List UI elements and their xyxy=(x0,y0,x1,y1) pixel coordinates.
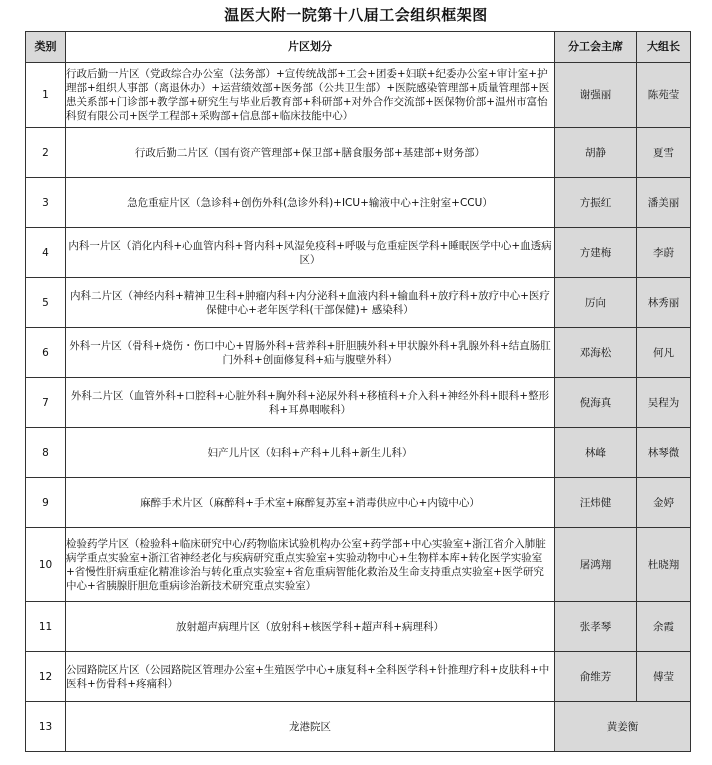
district-cell: 内科二片区（神经内科+精神卫生科+肿瘤内科+内分泌科+血液内科+输血科+放疗科+放疗中心+医疗保健中心+老年医学科(干部保健)+ 感染科） xyxy=(66,278,555,328)
district-cell: 检验药学片区（检验科+临床研究中心/药物临床试验机构办公室+药学部+中心实验室+浙江省介入肺脏病学重点实验室+浙江省神经老化与疾病研究重点实验室+实验动物中心+生物样本库+转化医学实验室+省慢性肝病重症化精准诊治与转化重点实验室+省危重病智能化救治及生命支持重点实验室+医学研究中心+省胰腺肝胆危重病诊治新技术研究重点实验室） xyxy=(66,528,555,602)
row-number: 3 xyxy=(26,178,66,228)
header-category: 类别 xyxy=(26,32,66,63)
leader-cell: 夏雪 xyxy=(637,128,691,178)
district-cell: 行政后勤二片区（国有资产管理部+保卫部+膳食服务部+基建部+财务部） xyxy=(66,128,555,178)
leader-cell: 金婷 xyxy=(637,478,691,528)
chair-cell: 汪炜健 xyxy=(555,478,637,528)
table-header-row xyxy=(26,32,691,63)
leader-cell: 吴程为 xyxy=(637,378,691,428)
page-title: 温医大附一院第十八届工会组织框架图 xyxy=(224,6,488,24)
row-number: 11 xyxy=(26,602,66,652)
leader-cell: 林琴微 xyxy=(637,428,691,478)
chair-cell: 厉向 xyxy=(555,278,637,328)
chair-cell: 黄姜衡 xyxy=(555,702,691,752)
leader-cell: 何凡 xyxy=(637,328,691,378)
chair-cell: 倪海真 xyxy=(555,378,637,428)
row-number: 7 xyxy=(26,378,66,428)
district-cell: 龙港院区 xyxy=(66,702,555,752)
row-number: 13 xyxy=(26,702,66,752)
district-cell: 妇产儿片区（妇科+产科+儿科+新生儿科） xyxy=(66,428,555,478)
leader-cell: 李蔚 xyxy=(637,228,691,278)
chair-cell: 俞维芳 xyxy=(555,652,637,702)
leader-cell: 余霞 xyxy=(637,602,691,652)
leader-cell: 潘美丽 xyxy=(637,178,691,228)
chair-cell: 谢强丽 xyxy=(555,63,637,128)
row-number: 9 xyxy=(26,478,66,528)
header-leader: 大组长 xyxy=(637,32,691,63)
table-row xyxy=(26,528,691,602)
chair-cell: 屠鸿翔 xyxy=(555,528,637,602)
district-cell: 麻醉手术片区（麻醉科+手术室+麻醉复苏室+消毒供应中心+内镜中心） xyxy=(66,478,555,528)
chair-cell: 林峰 xyxy=(555,428,637,478)
table-row xyxy=(26,602,691,652)
chair-cell: 邓海松 xyxy=(555,328,637,378)
table-row xyxy=(26,63,691,128)
district-cell: 公园路院区片区（公园路院区管理办公室+生殖医学中心+康复科+全科医学科+针推理疗科+皮肤科+中医科+伤骨科+疼痛科） xyxy=(66,652,555,702)
district-cell: 放射超声病理片区（放射科+核医学科+超声科+病理科） xyxy=(66,602,555,652)
table-row xyxy=(26,378,691,428)
row-number: 2 xyxy=(26,128,66,178)
row-number: 8 xyxy=(26,428,66,478)
table-row xyxy=(26,178,691,228)
table-row xyxy=(26,128,691,178)
chair-cell: 方振红 xyxy=(555,178,637,228)
table-row xyxy=(26,652,691,702)
chair-cell: 张孝琴 xyxy=(555,602,637,652)
org-framework-table xyxy=(25,31,691,752)
table-row xyxy=(26,278,691,328)
table-row xyxy=(26,328,691,378)
header-district: 片区划分 xyxy=(66,32,555,63)
chair-cell: 胡静 xyxy=(555,128,637,178)
row-number: 10 xyxy=(26,528,66,602)
row-number: 12 xyxy=(26,652,66,702)
table-row xyxy=(26,228,691,278)
leader-cell: 林秀丽 xyxy=(637,278,691,328)
header-chair: 分工会主席 xyxy=(555,32,637,63)
table-row xyxy=(26,478,691,528)
leader-cell: 傅莹 xyxy=(637,652,691,702)
row-number: 4 xyxy=(26,228,66,278)
row-number: 5 xyxy=(26,278,66,328)
table-row xyxy=(26,702,691,752)
district-cell: 内科一片区（消化内科+心血管内科+肾内科+风湿免疫科+呼吸与危重症医学科+睡眠医学中心+血透病区） xyxy=(66,228,555,278)
district-cell: 外科一片区（骨科+烧伤・伤口中心+胃肠外科+营养科+肝胆胰外科+甲状腺外科+乳腺外科+结直肠肛门外科+创面修复科+疝与腹壁外科） xyxy=(66,328,555,378)
row-number: 1 xyxy=(26,63,66,128)
leader-cell: 杜晓翔 xyxy=(637,528,691,602)
district-cell: 急危重症片区（急诊科+创伤外科(急诊外科)+ICU+输液中心+注射室+CCU） xyxy=(66,178,555,228)
district-cell: 行政后勤一片区（党政综合办公室（法务部）+宣传统战部+工会+团委+妇联+纪委办公室+审计室+护理部+组织人事部（离退休办）+运营绩效部+医务部（公共卫生部）+医院感染管理部+质量管理部+医患关系部+门诊部+教学部+研究生与毕业后教育部+科研部+对外合作交流部+医保物价部+温州市富怡科贸有限公司+医学工程部+采购部+信息部+临床技能中心） xyxy=(66,63,555,128)
leader-cell: 陈苑莹 xyxy=(637,63,691,128)
district-cell: 外科二片区（血管外科+口腔科+心脏外科+胸外科+泌尿外科+移植科+介入科+神经外科+眼科+整形科+耳鼻咽喉科） xyxy=(66,378,555,428)
table-row xyxy=(26,428,691,478)
row-number: 6 xyxy=(26,328,66,378)
chair-cell: 方建梅 xyxy=(555,228,637,278)
